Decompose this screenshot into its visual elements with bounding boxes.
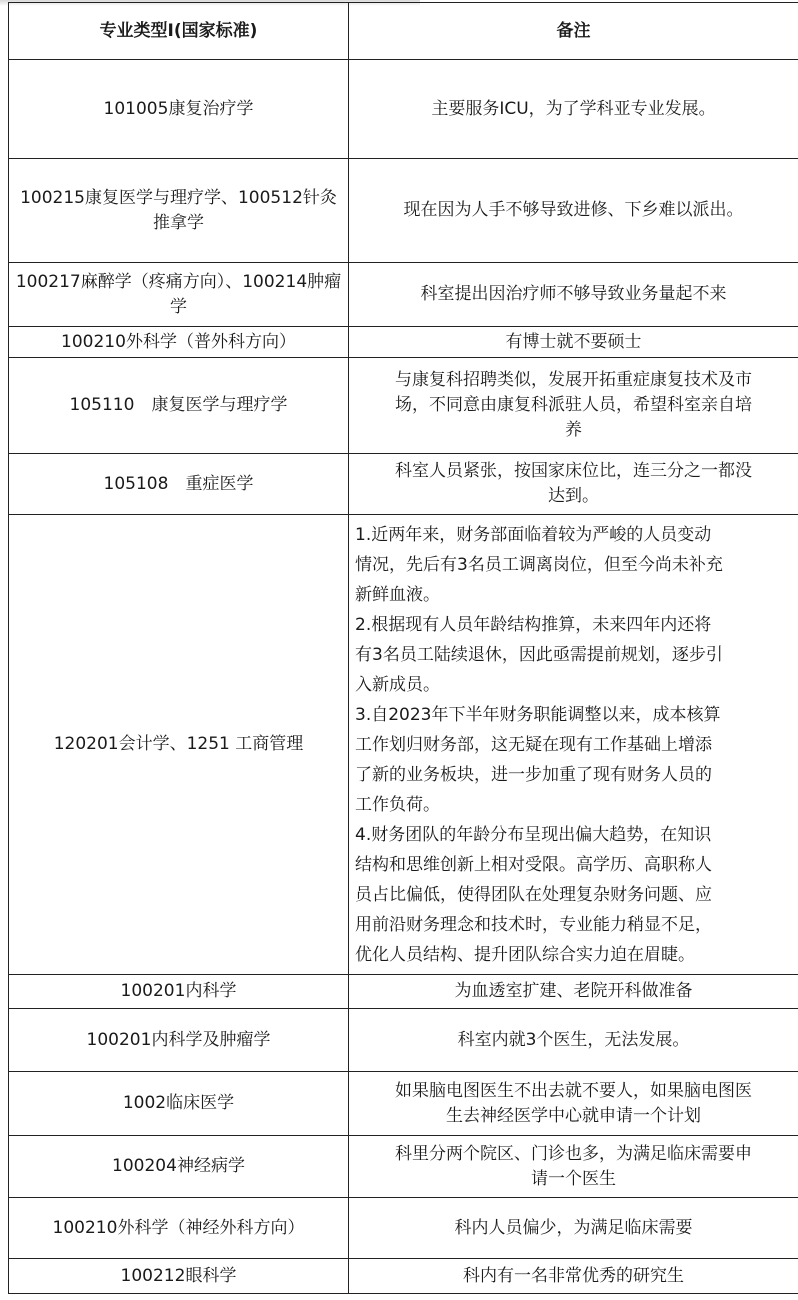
major-cell	[9, 327, 349, 358]
header-row	[9, 3, 798, 60]
note-line: 结构和思维创新上相对受限。高学历、高职称人	[355, 854, 712, 875]
major-text: 1002临床医学	[122, 1093, 235, 1113]
majors-table	[8, 2, 798, 1294]
note-line: 员占比偏低，使得团队在处理复杂财务问题、应	[355, 884, 712, 905]
table-row	[9, 263, 798, 327]
note-line: 科里分两个院区、门诊也多，为满足临床需要申	[395, 1143, 752, 1164]
note-line: 为血透室扩建、老院开科做准备	[454, 981, 693, 1001]
major-cell	[9, 975, 349, 1009]
note-line: 科室提出因治疗师不够导致业务量起不来	[420, 284, 727, 304]
note-cell	[349, 515, 798, 975]
note-line: 场，不同意由康复科派驻人员，希望科室亲自培	[395, 395, 752, 415]
note-line: 1.近两年来，财务部面临着较为严峻的人员变动	[355, 524, 712, 545]
note-line: 达到。	[548, 486, 599, 506]
major-cell	[9, 159, 349, 263]
note-line: 养	[565, 420, 582, 440]
note-cell	[349, 1072, 798, 1136]
note-line: 科室内就3个医生，无法发展。	[457, 1029, 690, 1050]
major-cell	[9, 1198, 349, 1259]
major-text: 100201内科学	[120, 981, 237, 1001]
note-cell	[349, 327, 798, 358]
major-cell	[9, 263, 349, 327]
note-cell	[349, 454, 798, 515]
major-text: 105108 重症医学	[103, 473, 254, 494]
note-cell	[349, 1259, 798, 1294]
major-cell	[9, 1009, 349, 1072]
major-cell	[9, 1259, 349, 1294]
note-line: 工作划归财务部，这无疑在现有工作基础上增添	[355, 734, 712, 755]
note-cell	[349, 159, 798, 263]
note-cell	[349, 1198, 798, 1259]
note-cell	[349, 263, 798, 327]
note-cell	[349, 1136, 798, 1198]
column-header-major: 专业类型I(国家标准)	[9, 3, 349, 60]
major-text: 100204神经病学	[112, 1156, 245, 1176]
note-line: 生去神经医学中心就申请一个计划	[446, 1105, 701, 1126]
table-row	[9, 358, 798, 454]
note-cell	[349, 60, 798, 159]
major-cell	[9, 60, 349, 159]
column-header-note: 备注	[349, 3, 798, 60]
table-row	[9, 60, 798, 159]
note-cell	[349, 1009, 798, 1072]
note-line: 情况，先后有3名员工调离岗位，但至今尚未补充	[355, 554, 723, 575]
major-text: 100212眼科学	[120, 1265, 237, 1286]
major-text: 105110 康复医学与理疗学	[69, 395, 288, 415]
major-text: 100201内科学及肿瘤学	[86, 1029, 271, 1050]
table-row	[9, 1198, 798, 1259]
major-text: 100210外科学（普外科方向）	[61, 331, 296, 352]
note-line: 主要服务ICU，为了学科亚专业发展。	[431, 98, 716, 119]
table-row	[9, 1072, 798, 1136]
table-row	[9, 1009, 798, 1072]
major-text: 120201会计学、1251 工商管理	[53, 734, 304, 754]
major-cell	[9, 1072, 349, 1136]
note-line: 用前沿财务理念和技术时，专业能力稍显不足，	[355, 914, 712, 935]
note-cell	[349, 358, 798, 454]
note-line: 入新成员。	[355, 674, 440, 695]
note-line: 有博士就不要硕士	[505, 331, 642, 352]
table-row	[9, 515, 798, 975]
note-line: 了新的业务板块，进一步加重了现有财务人员的	[355, 764, 712, 785]
major-cell	[9, 1136, 349, 1198]
major-cell	[9, 358, 349, 454]
major-text: 100217麻醉学（疼痛方向）、100214肿瘤学	[15, 271, 342, 317]
note-line: 科室人员紧张，按国家床位比，连三分之一都没	[395, 461, 752, 481]
note-line: 如果脑电图医生不出去就不要人，如果脑电图医	[395, 1080, 752, 1101]
note-line: 工作负荷。	[355, 794, 440, 815]
note-cell	[349, 975, 798, 1009]
major-text: 100215康复医学与理疗学、100512针灸推拿学	[20, 187, 337, 233]
major-cell	[9, 454, 349, 515]
note-line: 请一个医生	[531, 1168, 616, 1189]
major-text: 101005康复治疗学	[103, 98, 254, 119]
major-cell	[9, 515, 349, 975]
note-line: 优化人员结构、提升团队综合实力迫在眉睫。	[355, 944, 695, 965]
note-line: 3.自2023年下半年财务职能调整以来，成本核算	[355, 704, 721, 725]
major-text: 100210外科学（神经外科方向）	[52, 1217, 305, 1238]
note-line: 现在因为人手不够导致进修、下乡难以派出。	[403, 200, 744, 220]
note-line: 科内人员偏少，为满足临床需要	[454, 1217, 693, 1238]
note-line: 有3名员工陆续退休，因此亟需提前规划，逐步引	[355, 644, 723, 665]
table-row	[9, 975, 798, 1009]
table-row	[9, 159, 798, 263]
table-row	[9, 454, 798, 515]
note-line: 科内有一名非常优秀的研究生	[463, 1265, 684, 1286]
note-line: 新鲜血液。	[355, 584, 440, 605]
note-line: 与康复科招聘类似，发展开拓重症康复技术及市	[395, 370, 752, 390]
table-row	[9, 327, 798, 358]
table-row	[9, 1259, 798, 1294]
note-line: 4.财务团队的年龄分布呈现出偏大趋势，在知识	[355, 824, 712, 845]
note-line: 2.根据现有人员年龄结构推算，未来四年内还将	[355, 614, 712, 635]
table-row	[9, 1136, 798, 1198]
